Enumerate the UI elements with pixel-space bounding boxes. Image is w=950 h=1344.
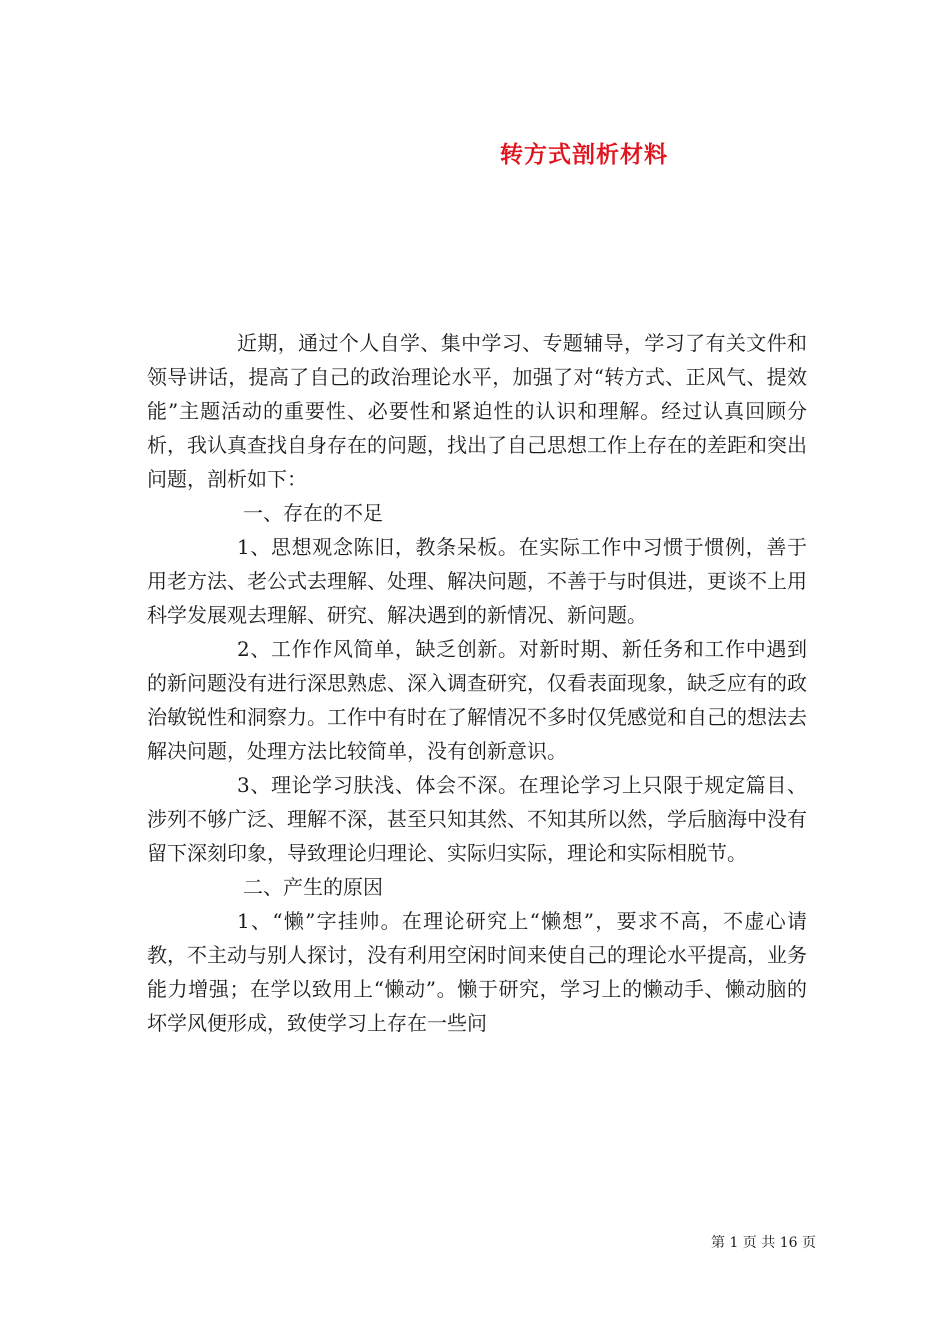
paragraph-shortcoming-3: 3、理论学习肤浅、体会不深。在理论学习上只限于规定篇目、涉列不够广泛、理解不深，甚至只知其然、不知其所以然，学后脑海中没有留下深刻印象，导致理论归理论、实际归实际，理论和实际相脱节。 <box>147 773 807 865</box>
section-heading-causes: 二、产生的原因 <box>243 875 383 899</box>
document-title: 转方式剖析材料 <box>500 141 668 168</box>
paragraph-intro: 近期，通过个人自学、集中学习、专题辅导，学习了有关文件和领导讲话，提高了自己的政治理论水平，加强了对“转方式、正风气、提效能”主题活动的重要性、必要性和紧迫性的认识和理解。经过认真回顾分析，我认真查找自身存在的问题，找出了自己思想工作上存在的差距和突出问题，剖析如下： <box>147 331 807 491</box>
paragraph-cause-1: 1、“懒”字挂帅。在理论研究上“懒想”，要求不高，不虚心请教，不主动与别人探讨，没有利用空闲时间来使自己的理论水平提高，业务能力增强；在学以致用上“懒动”。懒于研究，学习上的懒动手、懒动脑的坏学风便形成，致使学习上存在一些问 <box>147 909 807 1035</box>
paragraph-shortcoming-2: 2、工作作风简单，缺乏创新。对新时期、新任务和工作中遇到的新问题没有进行深思熟虑、深入调查研究，仅看表面现象，缺乏应有的政治敏锐性和洞察力。工作中有时在了解情况不多时仅凭感觉和自己的想法去解决问题，处理方法比较简单，没有创新意识。 <box>147 637 807 763</box>
page-number-footer: 第 1 页 共 16 页 <box>711 1235 816 1251</box>
document-body <box>147 326 807 1040</box>
paragraph-shortcoming-1: 1、思想观念陈旧，教条呆板。在实际工作中习惯于惯例，善于用老方法、老公式去理解、处理、解决问题，不善于与时俱进，更谈不上用科学发展观去理解、研究、解决遇到的新情况、新问题。 <box>147 535 807 627</box>
section-heading-shortcomings: 一、存在的不足 <box>243 501 383 525</box>
